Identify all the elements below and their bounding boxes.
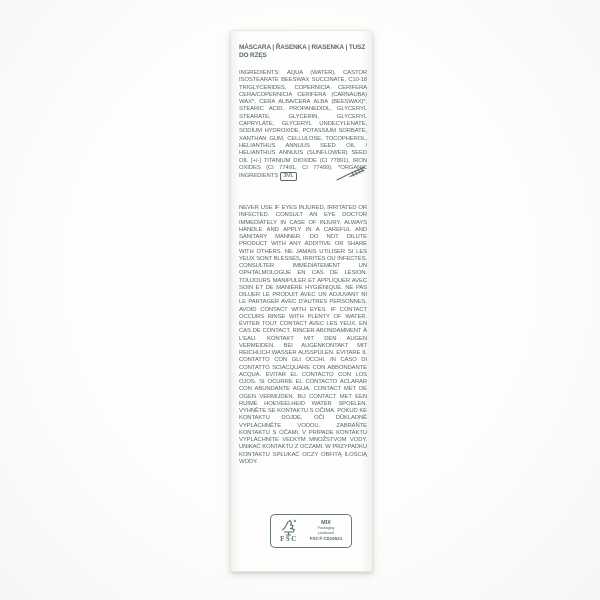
ingredients-paragraph: INGREDIENTS: AQUA (WATER), CASTOR ISOSTEARATE BEESWAX SUCCINATE, C10-18 TRIGLYCERIDES, COPERNICIA CERIFERA CERA/COPERNICIA CERIFERA (CARNAUBA) WAX*, CERA ALBA/CERA ALBA (BEESWAX)*, STEARIC ACID, PROPANEDIOL, GLYCERYL STEARATE, GLYCERIN, GLYCERYL CAPRYLATE, GLYCERYL UNDECYLENATE, SODIUM HYDROXIDE, POTASSIUM SORBATE, XANTHAN GUM, CELLULOSE, TOCOPHEROL, HELIANTHUS ANNUUS SEED OIL / HELIANTHUS ANNUUS (SUNFLOWER) SEED OIL [+/-] TITANIUM DIOXIDE (CI 77891), IRON OXIDES (CI 77491, CI 77499). *ORGANIC INGREDIENTS: [239, 70, 367, 180]
ingredients-text: [239, 70, 367, 181]
volume-badge: 3ML: [280, 172, 297, 181]
mascara-brush-icon: [335, 162, 369, 184]
product-name-header: MÁSCARA | ŘASENKA | RIASENKA | TUSZ DO RZĘS: [239, 44, 366, 59]
fsc-sub-line2: cardboard: [317, 530, 335, 535]
mascara-box-side-panel: [230, 30, 373, 572]
fsc-mix-label: MIX: [321, 520, 331, 527]
warnings-text: NEVER USE IF EYES INJURED, IRRITATED OR INFECTED. CONSULT AN EYE DOCTOR IMMEDIATELY IN CASE OF INJURY. ALWAYS HANDLE AND APPLY IN A CAREFUL AND SANITARY MANNER. DO NOT DILUTE PRODUCT WITH ANY ADDITIVE OR SHARE WITH OTHERS. NE JAMAIS UTILISER SI LES YEUX SONT BLESSÉS, IRRITÉS OU INFECTÉS. CONSULTER IMMÉDIATEMENT UN OPHTALMOLOGUE EN CAS DE LÉSION. TOUJOURS MANIPULER ET APPLIQUER AVEC SOIN ET DE MANIÈRE HYGIÉNIQUE. NE PAS DILUER LE PRODUIT AVEC UN ADJUVANT NI LE PARTAGER AVEC D'AUTRES PERSONNES. AVOID CONTACT WITH EYES. IF CONTACT OCCURS RINSE WITH PLENTY OF WATER. ÉVITER TOUT CONTACT AVEC LES YEUX. EN CAS DE CONTACT, RINCER ABONDAMMENT À L'EAU. KONTAKT MIT DEN AUGEN VERMEIDEN. BEI AUGENKONTAKT MIT REICHLICH WASSER AUSSPÜLEN. EVITARE IL CONTATTO CON GLI OCCHI. IN CASO DI CONTATTO SCIACQUARE CON ABBONDANTE ACQUA. EVITAR EL CONTACTO CON LOS OJOS. SI OCURRE EL CONTACTO ACLARAR CON ABUNDANTE AGUA. CONTACT MET DE OGEN VERMIJDEN. BIJ CONTACT MET EEN RUIME HOEVEELHEID WATER SPOELEN. VYHNĚTE SE KONTAKTU S OČIMA. POKUD KE KONTAKTU DOJDE, OČI DŮKLADNĚ VYPLÁCHNĚTE VODOU. ZABRÁŇTE KONTAKTU S OČAMI. V PRÍPADE KONTAKTU VYPLÁCHNITE VEĽKÝM MNOŽSTVOM VODY. UNIKAĆ KONTAKTU Z OCZAMI. W PRZYPADKU KONTAKTU SPŁUKAĆ OCZY OBFITĄ ILOŚCIĄ WODY.: [239, 205, 367, 465]
fsc-license-code: FSC® C010621: [309, 535, 343, 541]
fsc-acronym: FSC: [280, 535, 298, 543]
fsc-label-text: [304, 520, 348, 541]
fsc-certification-label: [270, 514, 352, 548]
fsc-sub-line1: Packaging: [317, 526, 335, 531]
fsc-tree-icon: [281, 519, 297, 536]
fsc-logo: [274, 519, 304, 543]
